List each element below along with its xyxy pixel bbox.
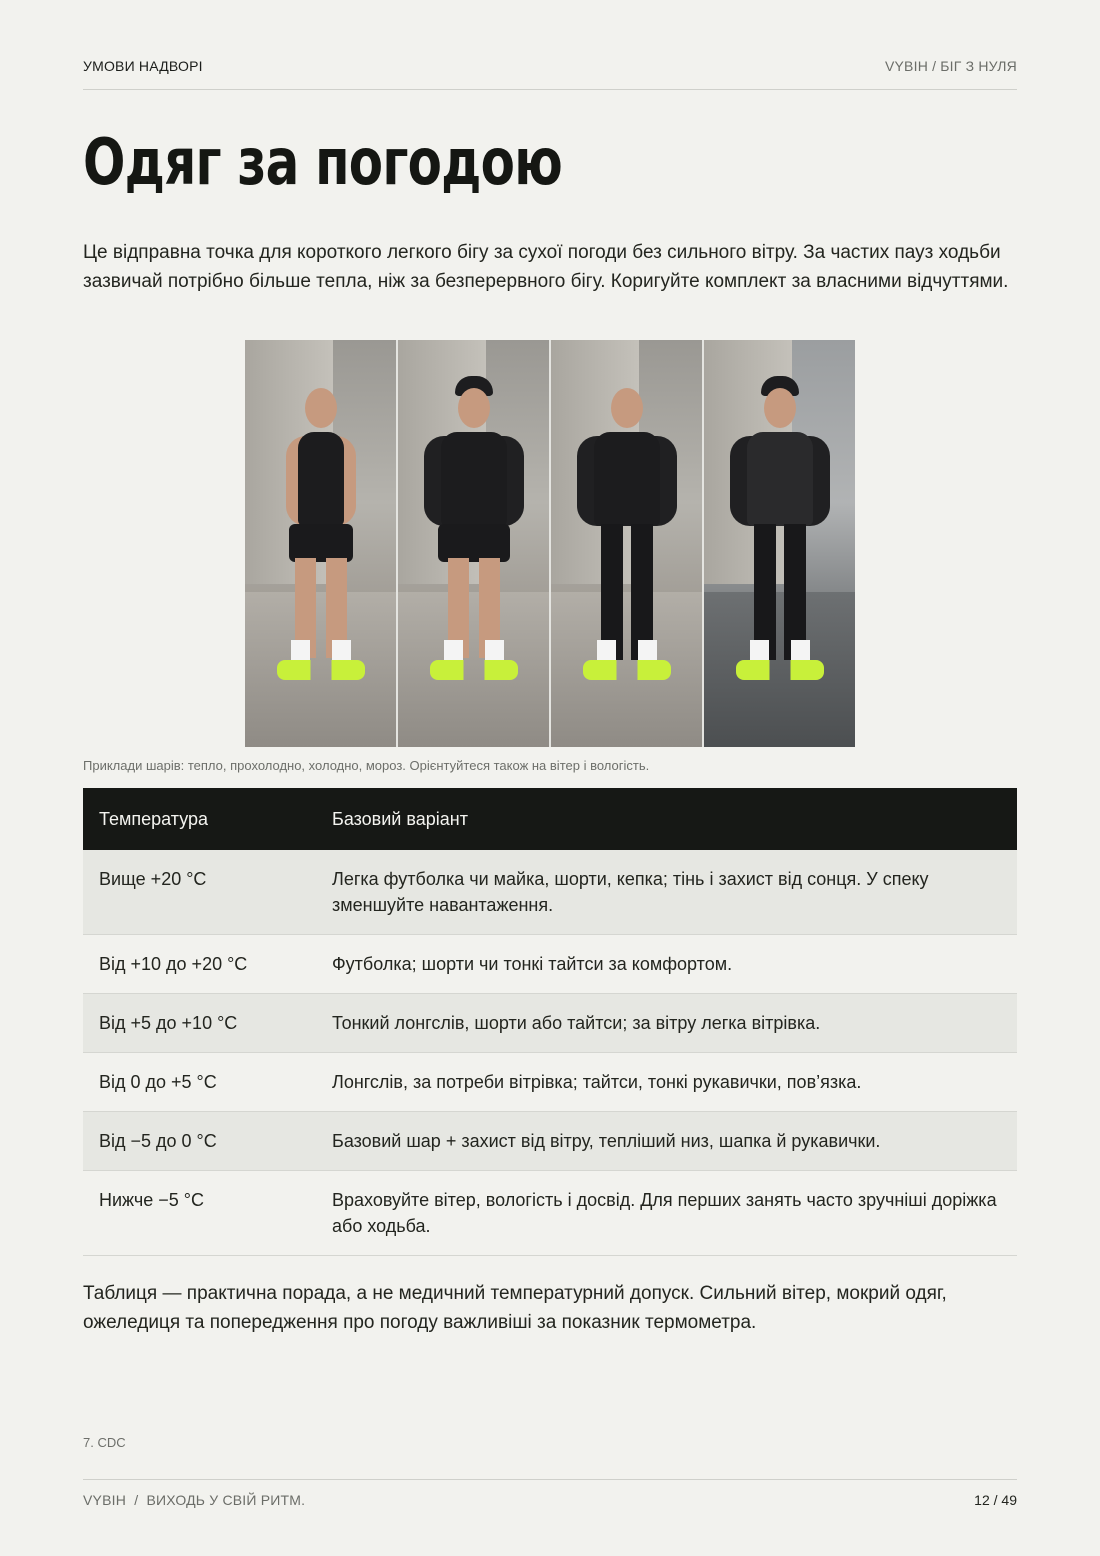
running-footer: [83, 1479, 1017, 1519]
advice-cell: Враховуйте вітер, вологість і досвід. Для перших занять часто зручніші доріжка або ходьба.: [316, 1171, 1017, 1256]
layering-photo-strip: [245, 340, 855, 747]
table-header-row: [83, 788, 1017, 850]
temperature-cell: Від +10 до +20 °C: [83, 935, 316, 994]
temperature-cell: Від +5 до +10 °C: [83, 994, 316, 1053]
table-row: [83, 994, 1017, 1053]
footnote: 7. CDC: [83, 1435, 126, 1450]
table-row: [83, 1112, 1017, 1171]
page-number: 12 / 49: [974, 1492, 1017, 1508]
table-row: [83, 1171, 1017, 1256]
table-row: [83, 850, 1017, 935]
intro-paragraph: Це відправна точка для короткого легкого бігу за сухої погоди без сильного вітру. За частих пауз ходьби зазвичай потрібно більше тепла, ніж за безперервного бігу. Коригуйте комплект за власними відчуттями.: [83, 242, 1009, 292]
page-title: Одяг за погодою: [83, 126, 562, 200]
section-label: УМОВИ НАДВОРІ: [83, 58, 203, 74]
advice-cell: Тонкий лонгслів, шорти або тайтси; за вітру легка вітрівка.: [316, 994, 1017, 1053]
footer-brand: VYBIH / ВИХОДЬ У СВІЙ РИТМ.: [83, 1492, 306, 1508]
temperature-cell: Вище +20 °C: [83, 850, 316, 935]
temperature-cell: Від 0 до +5 °C: [83, 1053, 316, 1112]
photo-caption: Приклади шарів: тепло, прохолодно, холодно, мороз. Орієнтуйтеся також на вітер і вологість.: [83, 758, 650, 773]
photo-frost: [704, 340, 855, 747]
temperature-cell: Нижче −5 °C: [83, 1171, 316, 1256]
advice-cell: Легка футболка чи майка, шорти, кепка; тінь і захист від сонця. У спеку зменшуйте навантаження.: [316, 850, 1017, 935]
table-row: [83, 935, 1017, 994]
photo-cool: [398, 340, 549, 747]
advice-cell: Лонгслів, за потреби вітрівка; тайтси, тонкі рукавички, пов’язка.: [316, 1053, 1017, 1112]
advice-cell: Базовий шар + захист від вітру, тепліший низ, шапка й рукавички.: [316, 1112, 1017, 1171]
photo-warm: [245, 340, 396, 747]
photo-cold: [551, 340, 702, 747]
breadcrumb: VYBIH / БІГ З НУЛЯ: [884, 58, 1017, 74]
document-page: [83, 0, 1017, 1556]
advice-cell: Футболка; шорти чи тонкі тайтси за комфортом.: [316, 935, 1017, 994]
column-header-temperature: Температура: [83, 788, 316, 850]
column-header-advice: Базовий варіант: [316, 788, 1017, 850]
clothing-table: [83, 788, 1017, 1256]
running-header: [83, 58, 1017, 90]
table-row: [83, 1053, 1017, 1112]
disclaimer-note: Таблиця — практична порада, а не медичний температурний допуск. Сильний вітер, мокрий одяг, ожеледиця та попередження про погоду важливіші за показник термометра.: [83, 1283, 947, 1333]
temperature-cell: Від −5 до 0 °C: [83, 1112, 316, 1171]
